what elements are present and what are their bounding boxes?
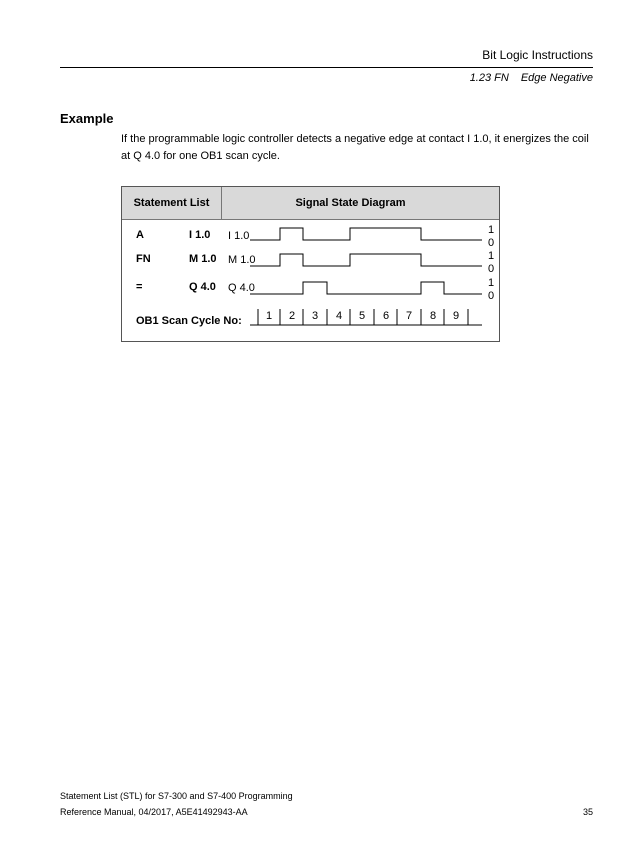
running-header-section [470, 72, 593, 84]
statement-list-header: Statement List [133, 197, 210, 209]
cycle-number: 1 [265, 310, 273, 322]
waveform-i10 [250, 228, 482, 240]
signal-diagram-header: Signal State Diagram [295, 197, 406, 209]
signal-label-q40: Q 4.0 [228, 282, 255, 294]
cycle-number: 3 [311, 310, 319, 322]
stl-operand-3: Q 4.0 [189, 281, 216, 293]
stl-op-1: A [136, 229, 144, 241]
scan-cycle-label: OB1 Scan Cycle No: [136, 315, 242, 327]
stl-op-3: = [136, 281, 143, 293]
level-high-2: 1 [488, 250, 495, 262]
section-number: 1.23 FN [469, 72, 509, 84]
level-low-3: 0 [488, 290, 495, 302]
timing-figure [121, 186, 500, 342]
cycle-number: 6 [382, 310, 390, 322]
level-low-2: 0 [488, 263, 495, 275]
header-rule [60, 67, 593, 68]
example-heading: Example [60, 111, 114, 126]
cycle-number: 5 [358, 310, 366, 322]
cycle-number: 7 [405, 310, 413, 322]
cycle-number: 9 [452, 310, 460, 322]
level-high-1: 1 [488, 224, 495, 236]
cycle-number: 8 [429, 310, 437, 322]
running-header-title: Bit Logic Instructions [482, 48, 593, 62]
waveform-m10 [250, 254, 482, 266]
signal-label-m10: M 1.0 [228, 254, 256, 266]
example-paragraph: If the programmable logic controller detects a negative edge at contact I 1.0, it energizes the coil at Q 4.0 for one OB1 scan cycle. [121, 133, 589, 162]
page-number: 35 [582, 807, 593, 817]
section-title: Edge Negative [520, 72, 593, 84]
waveform-q40 [250, 282, 482, 294]
level-low-1: 0 [488, 237, 495, 249]
footer-doc-ref: Reference Manual, 04/2017, A5E41492943-AA [60, 807, 248, 817]
footer-doc-title: Statement List (STL) for S7-300 and S7-400 Programming [60, 791, 293, 801]
stl-operand-2: M 1.0 [189, 253, 217, 265]
signal-label-i10: I 1.0 [228, 230, 250, 242]
stl-operand-1: I 1.0 [189, 229, 211, 241]
cycle-number: 4 [335, 310, 343, 322]
level-high-3: 1 [488, 277, 495, 289]
cycle-number: 2 [288, 310, 296, 322]
stl-op-2: FN [136, 253, 151, 265]
